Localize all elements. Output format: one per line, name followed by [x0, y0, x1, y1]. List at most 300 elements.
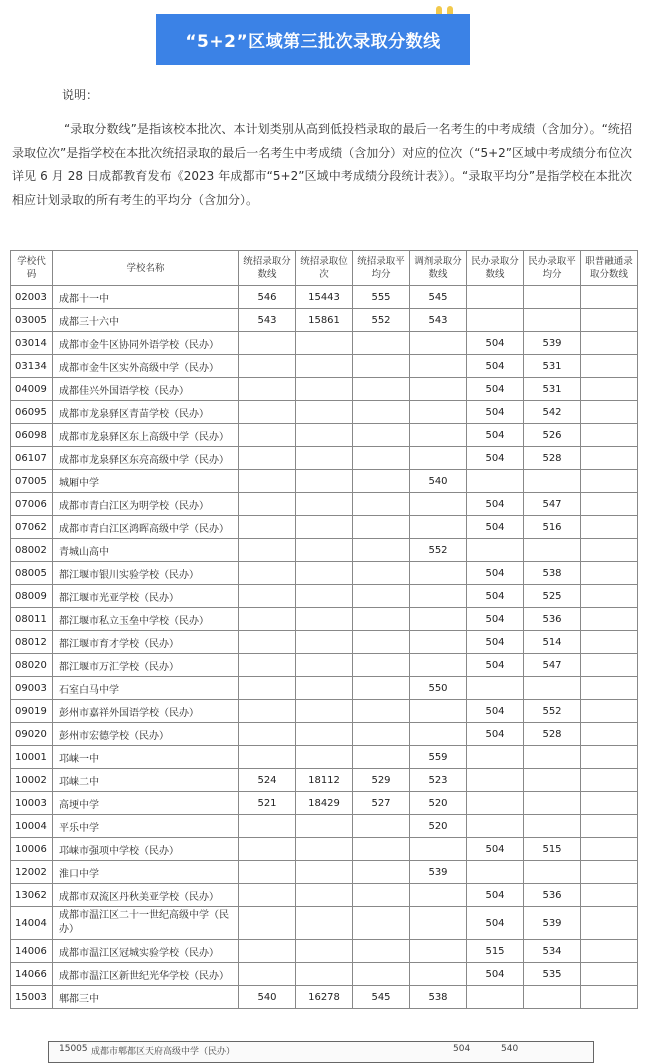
cell-unified-rank: 18112: [296, 769, 353, 792]
cell-unified-line: [239, 332, 296, 355]
cell-vocational-line: [581, 516, 638, 539]
cell-private-avg: 535: [524, 963, 581, 986]
fragment-private-avg: 540: [501, 1044, 519, 1054]
header-private-avg: 民办录取平均分: [524, 251, 581, 286]
header-unified-avg: 统招录取平均分: [353, 251, 410, 286]
cell-unified-line: [239, 585, 296, 608]
cell-private-avg: [524, 769, 581, 792]
cell-school-code: 10002: [11, 769, 53, 792]
cell-unified-rank: [296, 884, 353, 907]
cell-vocational-line: [581, 963, 638, 986]
table-row: [11, 723, 638, 746]
page-title: “5+2”区域第三批次录取分数线: [156, 14, 470, 65]
cell-school-name: 成都市金牛区实外高级中学（民办）: [53, 355, 239, 378]
header-unified-line: 统招录取分数线: [239, 251, 296, 286]
cell-vocational-line: [581, 585, 638, 608]
cell-unified-rank: [296, 907, 353, 940]
cell-school-name: 成都十一中: [53, 286, 239, 309]
header-vocational-line: 职普融通录取分数线: [581, 251, 638, 286]
cell-unified-avg: [353, 424, 410, 447]
cell-school-name: 成都市双流区丹秋美亚学校（民办）: [53, 884, 239, 907]
cell-unified-line: 521: [239, 792, 296, 815]
cell-private-avg: 547: [524, 493, 581, 516]
cell-school-code: 10001: [11, 746, 53, 769]
cell-unified-rank: [296, 332, 353, 355]
cell-school-name: 高埂中学: [53, 792, 239, 815]
table-row: [11, 792, 638, 815]
cell-unified-line: [239, 539, 296, 562]
cell-private-line: 504: [467, 401, 524, 424]
cell-unified-rank: [296, 355, 353, 378]
cell-unified-rank: [296, 654, 353, 677]
note-heading: 说明：: [62, 88, 99, 102]
cell-vocational-line: [581, 562, 638, 585]
cell-school-name: 都江堰市银川实验学校（民办）: [53, 562, 239, 585]
cell-school-name: 郫都三中: [53, 986, 239, 1009]
note-paragraph: “录取分数线”是指该校本批次、本计划类别从高到低投档录取的最后一名考生的中考成绩（含加分）。“统招录取位次”是指学校在本批次统招录取的最后一名考生中考成绩（含加分）对应的位次（“5+2”区域中考成绩分布位次详见 6 月 28 日成都教育发布《2023 年成都市“5+2”区域中考成绩分段统计表》）。“录取平均分”是指学校在本批次相应计划录取的所有考生的平均分（含加分）。: [12, 122, 632, 207]
cell-private-avg: [524, 861, 581, 884]
cell-school-name: 青城山高中: [53, 539, 239, 562]
cell-unified-avg: [353, 493, 410, 516]
cell-adjust-line: [410, 378, 467, 401]
cell-adjust-line: [410, 907, 467, 940]
table-row: [11, 907, 638, 940]
cell-unified-rank: [296, 940, 353, 963]
cell-school-name: 都江堰市育才学校（民办）: [53, 631, 239, 654]
cell-adjust-line: [410, 723, 467, 746]
cell-unified-avg: 552: [353, 309, 410, 332]
cell-adjust-line: [410, 562, 467, 585]
cell-unified-avg: [353, 539, 410, 562]
cell-private-avg: 531: [524, 355, 581, 378]
cell-school-name: 邛崃市强项中学校（民办）: [53, 838, 239, 861]
cell-school-code: 04009: [11, 378, 53, 401]
cell-adjust-line: [410, 447, 467, 470]
cell-school-name: 都江堰市光亚学校（民办）: [53, 585, 239, 608]
table-row: [11, 746, 638, 769]
cell-unified-rank: [296, 861, 353, 884]
cell-vocational-line: [581, 378, 638, 401]
cell-vocational-line: [581, 470, 638, 493]
cell-unified-rank: [296, 677, 353, 700]
cell-private-line: 504: [467, 585, 524, 608]
cell-unified-avg: [353, 963, 410, 986]
table-row: [11, 884, 638, 907]
cell-unified-avg: [353, 631, 410, 654]
cell-school-name: 邛崃二中: [53, 769, 239, 792]
cell-school-code: 12002: [11, 861, 53, 884]
cell-school-name: 成都市温江区冠城实验学校（民办）: [53, 940, 239, 963]
cell-private-line: [467, 815, 524, 838]
cell-unified-rank: [296, 401, 353, 424]
score-table: [10, 250, 638, 1009]
cell-private-avg: [524, 286, 581, 309]
cell-private-line: 504: [467, 884, 524, 907]
cell-private-avg: 552: [524, 700, 581, 723]
table-row: [11, 355, 638, 378]
cell-adjust-line: [410, 401, 467, 424]
cell-school-code: 08020: [11, 654, 53, 677]
header-adjust-line: 调剂录取分数线: [410, 251, 467, 286]
cell-private-avg: 538: [524, 562, 581, 585]
cell-private-line: 504: [467, 963, 524, 986]
cell-unified-line: [239, 378, 296, 401]
table-row: [11, 838, 638, 861]
cell-unified-rank: [296, 815, 353, 838]
cell-adjust-line: [410, 838, 467, 861]
cell-unified-line: [239, 940, 296, 963]
cell-vocational-line: [581, 677, 638, 700]
cell-school-code: 03014: [11, 332, 53, 355]
table-row: [11, 447, 638, 470]
cell-school-name: 成都佳兴外国语学校（民办）: [53, 378, 239, 401]
cell-private-avg: [524, 815, 581, 838]
cell-unified-rank: 15443: [296, 286, 353, 309]
cell-private-line: 504: [467, 700, 524, 723]
cell-unified-avg: [353, 940, 410, 963]
header-private-line: 民办录取分数线: [467, 251, 524, 286]
cell-school-code: 10006: [11, 838, 53, 861]
cell-unified-avg: [353, 838, 410, 861]
cell-unified-rank: [296, 746, 353, 769]
cell-vocational-line: [581, 940, 638, 963]
cell-school-code: 07062: [11, 516, 53, 539]
cell-private-line: 504: [467, 631, 524, 654]
table-row: [11, 309, 638, 332]
cell-private-line: 504: [467, 378, 524, 401]
cell-school-code: 13062: [11, 884, 53, 907]
cell-unified-avg: [353, 378, 410, 401]
cell-unified-avg: [353, 815, 410, 838]
cell-unified-line: [239, 884, 296, 907]
cell-unified-line: [239, 861, 296, 884]
cell-school-code: 08002: [11, 539, 53, 562]
table-row: [11, 815, 638, 838]
cell-school-code: 02003: [11, 286, 53, 309]
cell-vocational-line: [581, 424, 638, 447]
cell-unified-rank: [296, 516, 353, 539]
cell-vocational-line: [581, 884, 638, 907]
cell-unified-avg: [353, 677, 410, 700]
cell-school-code: 10004: [11, 815, 53, 838]
table-row: [11, 677, 638, 700]
cell-unified-rank: [296, 963, 353, 986]
cell-unified-line: 540: [239, 986, 296, 1009]
cell-vocational-line: [581, 746, 638, 769]
cell-unified-line: [239, 963, 296, 986]
cell-private-line: [467, 470, 524, 493]
cell-unified-line: [239, 838, 296, 861]
cell-private-avg: 547: [524, 654, 581, 677]
cell-school-name: 都江堰市私立玉垒中学校（民办）: [53, 608, 239, 631]
cell-private-avg: 528: [524, 447, 581, 470]
cell-adjust-line: [410, 516, 467, 539]
cell-vocational-line: [581, 815, 638, 838]
cell-vocational-line: [581, 792, 638, 815]
cell-school-code: 07005: [11, 470, 53, 493]
cell-unified-line: [239, 654, 296, 677]
cell-unified-avg: [353, 355, 410, 378]
cell-vocational-line: [581, 309, 638, 332]
cell-school-code: 09003: [11, 677, 53, 700]
fragment-code: 15005: [59, 1044, 88, 1054]
cell-private-line: [467, 677, 524, 700]
fragment-private-line: 504: [453, 1044, 471, 1054]
cell-school-name: 淮口中学: [53, 861, 239, 884]
score-table-body: [11, 286, 638, 1009]
table-row: [11, 654, 638, 677]
cell-private-avg: 528: [524, 723, 581, 746]
cell-private-line: 504: [467, 723, 524, 746]
cell-private-avg: 536: [524, 608, 581, 631]
header-school-name: 学校名称: [53, 251, 239, 286]
cell-unified-rank: 16278: [296, 986, 353, 1009]
cell-school-code: 06098: [11, 424, 53, 447]
table-header-row: [11, 251, 638, 286]
cell-unified-rank: [296, 585, 353, 608]
cell-unified-line: [239, 608, 296, 631]
cell-unified-rank: [296, 470, 353, 493]
table-row: [11, 378, 638, 401]
cell-private-line: 504: [467, 654, 524, 677]
cell-school-name: 都江堰市万汇学校（民办）: [53, 654, 239, 677]
cell-unified-line: [239, 516, 296, 539]
cell-private-line: 504: [467, 424, 524, 447]
cell-vocational-line: [581, 332, 638, 355]
cell-private-line: 504: [467, 447, 524, 470]
cell-private-avg: 516: [524, 516, 581, 539]
cell-school-name: 成都三十六中: [53, 309, 239, 332]
cell-school-name: 成都市龙泉驿区东上高级中学（民办）: [53, 424, 239, 447]
cell-private-avg: 539: [524, 332, 581, 355]
title-banner: [156, 14, 470, 65]
cell-unified-avg: [353, 447, 410, 470]
table-row: [11, 769, 638, 792]
cell-unified-line: [239, 447, 296, 470]
cell-private-line: [467, 769, 524, 792]
cell-school-code: 14006: [11, 940, 53, 963]
cell-school-name: 石室白马中学: [53, 677, 239, 700]
cell-adjust-line: 539: [410, 861, 467, 884]
cell-private-avg: [524, 309, 581, 332]
cell-school-code: 08009: [11, 585, 53, 608]
cell-school-code: 03005: [11, 309, 53, 332]
cell-private-avg: 525: [524, 585, 581, 608]
cell-vocational-line: [581, 447, 638, 470]
cell-unified-rank: [296, 424, 353, 447]
cell-school-code: 08005: [11, 562, 53, 585]
cell-vocational-line: [581, 401, 638, 424]
cell-adjust-line: [410, 608, 467, 631]
table-row: [11, 700, 638, 723]
cell-unified-avg: 527: [353, 792, 410, 815]
cell-school-code: 08011: [11, 608, 53, 631]
cell-unified-line: [239, 907, 296, 940]
cell-unified-line: [239, 700, 296, 723]
table-row: [11, 963, 638, 986]
cell-unified-line: [239, 562, 296, 585]
cell-private-avg: [524, 986, 581, 1009]
cell-unified-rank: [296, 562, 353, 585]
cell-private-avg: [524, 539, 581, 562]
cell-adjust-line: 552: [410, 539, 467, 562]
cell-vocational-line: [581, 654, 638, 677]
cell-private-avg: 534: [524, 940, 581, 963]
cell-private-line: [467, 746, 524, 769]
cell-adjust-line: [410, 332, 467, 355]
cell-unified-line: 543: [239, 309, 296, 332]
cell-unified-line: [239, 401, 296, 424]
cell-school-name: 城厢中学: [53, 470, 239, 493]
cell-private-line: 504: [467, 516, 524, 539]
cell-unified-avg: [353, 654, 410, 677]
cell-school-code: 14066: [11, 963, 53, 986]
table-row: [11, 861, 638, 884]
cell-private-avg: [524, 746, 581, 769]
cell-adjust-line: [410, 631, 467, 654]
cell-school-name: 成都市龙泉驿区东亮高级中学（民办）: [53, 447, 239, 470]
cell-unified-line: 524: [239, 769, 296, 792]
cell-vocational-line: [581, 608, 638, 631]
cell-adjust-line: 550: [410, 677, 467, 700]
cell-private-line: [467, 986, 524, 1009]
cell-unified-avg: 555: [353, 286, 410, 309]
cell-private-avg: 526: [524, 424, 581, 447]
header-school-code: 学校代码: [11, 251, 53, 286]
cell-vocational-line: [581, 861, 638, 884]
cell-adjust-line: 538: [410, 986, 467, 1009]
cell-vocational-line: [581, 631, 638, 654]
cell-unified-rank: [296, 493, 353, 516]
cell-adjust-line: 543: [410, 309, 467, 332]
cell-adjust-line: 559: [410, 746, 467, 769]
cell-unified-avg: [353, 470, 410, 493]
cell-unified-line: [239, 424, 296, 447]
cell-private-line: 515: [467, 940, 524, 963]
cell-private-avg: 514: [524, 631, 581, 654]
cell-unified-avg: [353, 585, 410, 608]
cell-vocational-line: [581, 493, 638, 516]
cell-adjust-line: 520: [410, 815, 467, 838]
cell-school-code: 03134: [11, 355, 53, 378]
cell-unified-rank: [296, 700, 353, 723]
cell-unified-rank: [296, 447, 353, 470]
cell-adjust-line: [410, 940, 467, 963]
cell-private-avg: 515: [524, 838, 581, 861]
cell-unified-avg: 545: [353, 986, 410, 1009]
cell-vocational-line: [581, 355, 638, 378]
cell-private-line: 504: [467, 608, 524, 631]
table-row: [11, 585, 638, 608]
cell-private-line: [467, 792, 524, 815]
cell-unified-rank: 15861: [296, 309, 353, 332]
table-row: [11, 940, 638, 963]
table-row: [11, 286, 638, 309]
cell-private-line: 504: [467, 493, 524, 516]
cell-adjust-line: [410, 585, 467, 608]
cell-adjust-line: [410, 884, 467, 907]
fragment-name: 成都市郫都区天府高级中学（民办）: [91, 1047, 236, 1057]
table-row: [11, 516, 638, 539]
cell-unified-avg: [353, 884, 410, 907]
cell-unified-line: [239, 631, 296, 654]
cell-private-line: 504: [467, 838, 524, 861]
cell-private-avg: 531: [524, 378, 581, 401]
table-row: [11, 608, 638, 631]
cell-school-code: 09019: [11, 700, 53, 723]
cell-unified-rank: 18429: [296, 792, 353, 815]
cell-unified-rank: [296, 608, 353, 631]
cell-adjust-line: [410, 493, 467, 516]
cell-school-code: 15003: [11, 986, 53, 1009]
cell-unified-line: [239, 355, 296, 378]
cell-private-line: 504: [467, 562, 524, 585]
cell-school-code: 10003: [11, 792, 53, 815]
cell-unified-line: 546: [239, 286, 296, 309]
table-row: [11, 424, 638, 447]
cell-unified-avg: [353, 907, 410, 940]
cell-unified-line: [239, 677, 296, 700]
cell-adjust-line: [410, 963, 467, 986]
cell-vocational-line: [581, 986, 638, 1009]
cell-school-code: 08012: [11, 631, 53, 654]
cell-unified-avg: [353, 723, 410, 746]
cell-unified-rank: [296, 378, 353, 401]
cell-private-avg: [524, 470, 581, 493]
cell-private-line: [467, 309, 524, 332]
cell-school-code: 06095: [11, 401, 53, 424]
table-row: [11, 631, 638, 654]
table-row: [11, 332, 638, 355]
cell-vocational-line: [581, 286, 638, 309]
cell-private-line: 504: [467, 907, 524, 940]
cell-unified-rank: [296, 723, 353, 746]
cell-unified-rank: [296, 838, 353, 861]
cell-unified-avg: [353, 746, 410, 769]
table-row: [11, 493, 638, 516]
cell-adjust-line: 520: [410, 792, 467, 815]
next-page-fragment: [48, 1041, 594, 1063]
cell-private-avg: 539: [524, 907, 581, 940]
cell-unified-avg: [353, 401, 410, 424]
cell-school-code: 14004: [11, 907, 53, 940]
cell-vocational-line: [581, 838, 638, 861]
cell-unified-line: [239, 493, 296, 516]
cell-adjust-line: 540: [410, 470, 467, 493]
table-row: [11, 562, 638, 585]
cell-unified-avg: [353, 516, 410, 539]
cell-unified-avg: [353, 332, 410, 355]
cell-vocational-line: [581, 907, 638, 940]
cell-school-name: 成都市青白江区鸿晖高级中学（民办）: [53, 516, 239, 539]
cell-adjust-line: 523: [410, 769, 467, 792]
cell-school-name: 彭州市嘉祥外国语学校（民办）: [53, 700, 239, 723]
cell-vocational-line: [581, 700, 638, 723]
cell-adjust-line: [410, 355, 467, 378]
cell-unified-avg: [353, 562, 410, 585]
cell-unified-avg: [353, 700, 410, 723]
cell-unified-rank: [296, 631, 353, 654]
table-row: [11, 401, 638, 424]
table-row: [11, 986, 638, 1009]
cell-adjust-line: 545: [410, 286, 467, 309]
cell-private-avg: 536: [524, 884, 581, 907]
cell-school-name: 成都市温江区二十一世纪高级中学（民办）: [53, 907, 239, 940]
cell-unified-avg: [353, 861, 410, 884]
cell-school-name: 平乐中学: [53, 815, 239, 838]
cell-unified-line: [239, 723, 296, 746]
cell-unified-line: [239, 470, 296, 493]
